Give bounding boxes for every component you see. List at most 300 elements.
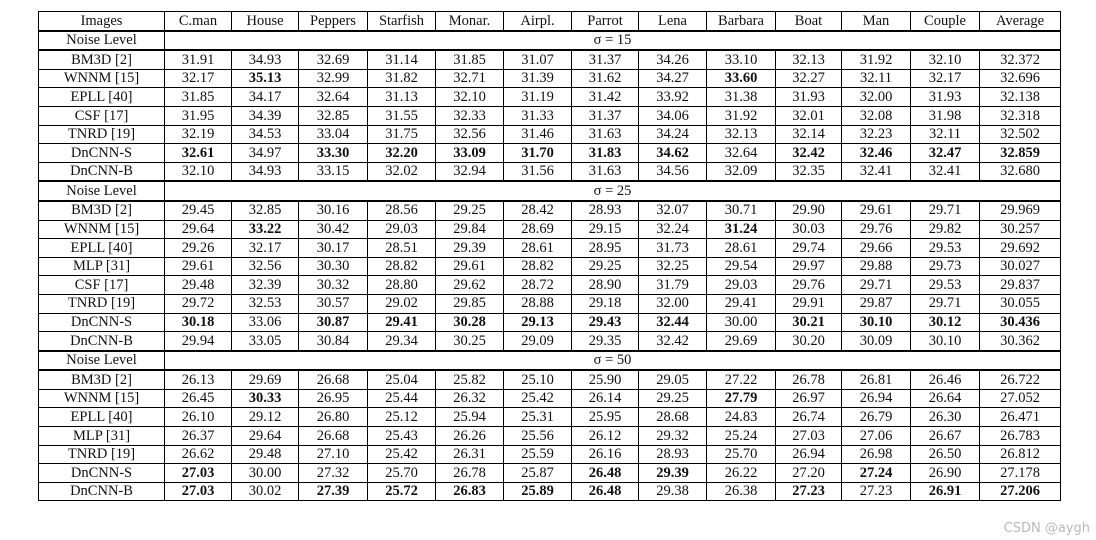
psnr-cell: 29.97 — [776, 257, 842, 276]
psnr-cell: 32.99 — [299, 69, 368, 88]
psnr-cell: 31.70 — [504, 144, 572, 163]
psnr-cell: 30.00 — [707, 313, 776, 332]
header-starfish: Starfish — [368, 12, 436, 31]
psnr-cell: 29.05 — [639, 370, 707, 389]
method-name: EPLL [40] — [39, 408, 165, 427]
psnr-cell: 25.70 — [707, 445, 776, 464]
psnr-cell: 26.48 — [572, 482, 639, 501]
psnr-cell: 31.13 — [368, 88, 436, 107]
psnr-cell: 26.812 — [980, 445, 1061, 464]
psnr-cell: 28.80 — [368, 276, 436, 295]
noise-level-row — [39, 351, 1061, 371]
psnr-cell: 30.57 — [299, 294, 368, 313]
psnr-cell: 30.10 — [842, 313, 911, 332]
psnr-cell: 29.48 — [232, 445, 299, 464]
psnr-cell: 31.37 — [572, 50, 639, 69]
psnr-cell: 29.84 — [436, 220, 504, 239]
psnr-cell: 29.25 — [436, 201, 504, 220]
psnr-cell: 29.39 — [436, 239, 504, 258]
psnr-cell: 29.837 — [980, 276, 1061, 295]
method-name: DnCNN-S — [39, 144, 165, 163]
psnr-cell: 30.055 — [980, 294, 1061, 313]
psnr-cell: 29.15 — [572, 220, 639, 239]
psnr-cell: 32.23 — [842, 125, 911, 144]
psnr-cell: 29.32 — [639, 427, 707, 446]
psnr-cell: 29.02 — [368, 294, 436, 313]
psnr-cell: 34.93 — [232, 162, 299, 181]
psnr-cell: 32.11 — [842, 69, 911, 88]
psnr-cell: 29.91 — [776, 294, 842, 313]
psnr-cell: 29.82 — [911, 220, 980, 239]
psnr-cell: 30.87 — [299, 313, 368, 332]
psnr-cell: 32.08 — [842, 106, 911, 125]
psnr-cell: 32.13 — [707, 125, 776, 144]
psnr-cell: 34.93 — [232, 50, 299, 69]
psnr-cell: 33.05 — [232, 332, 299, 351]
psnr-cell: 29.39 — [639, 464, 707, 483]
method-name: BM3D [2] — [39, 50, 165, 69]
noise-level-label: Noise Level — [39, 181, 165, 201]
psnr-cell: 32.64 — [299, 88, 368, 107]
psnr-cell: 27.39 — [299, 482, 368, 501]
psnr-cell: 26.13 — [165, 370, 232, 389]
psnr-cell: 26.83 — [436, 482, 504, 501]
psnr-cell: 30.42 — [299, 220, 368, 239]
psnr-cell: 33.60 — [707, 69, 776, 88]
psnr-cell: 31.91 — [165, 50, 232, 69]
psnr-cell: 29.48 — [165, 276, 232, 295]
psnr-cell: 32.56 — [436, 125, 504, 144]
psnr-cell: 24.83 — [707, 408, 776, 427]
psnr-cell: 32.44 — [639, 313, 707, 332]
psnr-cell: 31.46 — [504, 125, 572, 144]
psnr-cell: 29.12 — [232, 408, 299, 427]
table-body — [39, 31, 1061, 501]
psnr-cell: 32.69 — [299, 50, 368, 69]
psnr-cell: 27.32 — [299, 464, 368, 483]
psnr-cell: 30.25 — [436, 332, 504, 351]
psnr-cell: 32.53 — [232, 294, 299, 313]
psnr-cell: 27.24 — [842, 464, 911, 483]
psnr-cell: 29.61 — [842, 201, 911, 220]
psnr-cell: 31.24 — [707, 220, 776, 239]
psnr-cell: 34.53 — [232, 125, 299, 144]
psnr-cell: 32.11 — [911, 125, 980, 144]
psnr-cell: 32.17 — [165, 69, 232, 88]
psnr-cell: 29.71 — [842, 276, 911, 295]
psnr-cell: 32.56 — [232, 257, 299, 276]
psnr-cell: 29.73 — [911, 257, 980, 276]
psnr-cell: 30.28 — [436, 313, 504, 332]
psnr-cell: 26.22 — [707, 464, 776, 483]
method-name: MLP [31] — [39, 257, 165, 276]
method-name: WNNM [15] — [39, 220, 165, 239]
table-row — [39, 389, 1061, 408]
psnr-cell: 29.41 — [368, 313, 436, 332]
psnr-cell: 31.73 — [639, 239, 707, 258]
psnr-cell: 32.19 — [165, 125, 232, 144]
header-lena: Lena — [639, 12, 707, 31]
psnr-cell: 35.13 — [232, 69, 299, 88]
psnr-cell: 25.56 — [504, 427, 572, 446]
psnr-cell: 28.90 — [572, 276, 639, 295]
psnr-cell: 25.94 — [436, 408, 504, 427]
psnr-cell: 33.22 — [232, 220, 299, 239]
psnr-cell: 32.61 — [165, 144, 232, 163]
psnr-cell: 28.68 — [639, 408, 707, 427]
psnr-cell: 29.64 — [165, 220, 232, 239]
method-name: TNRD [19] — [39, 294, 165, 313]
method-name: DnCNN-B — [39, 162, 165, 181]
psnr-cell: 32.09 — [707, 162, 776, 181]
psnr-cell: 29.13 — [504, 313, 572, 332]
psnr-cell: 29.43 — [572, 313, 639, 332]
header-row — [39, 12, 1061, 31]
psnr-cell: 26.94 — [776, 445, 842, 464]
psnr-cell: 34.39 — [232, 106, 299, 125]
psnr-cell: 31.92 — [707, 106, 776, 125]
psnr-cell: 32.39 — [232, 276, 299, 295]
psnr-cell: 30.257 — [980, 220, 1061, 239]
psnr-cell: 26.91 — [911, 482, 980, 501]
header-boat: Boat — [776, 12, 842, 31]
psnr-cell: 33.10 — [707, 50, 776, 69]
psnr-cell: 26.31 — [436, 445, 504, 464]
psnr-cell: 34.62 — [639, 144, 707, 163]
psnr-cell: 29.87 — [842, 294, 911, 313]
psnr-cell: 31.63 — [572, 125, 639, 144]
psnr-cell: 26.38 — [707, 482, 776, 501]
method-name: TNRD [19] — [39, 445, 165, 464]
psnr-cell: 29.09 — [504, 332, 572, 351]
psnr-cell: 27.03 — [165, 464, 232, 483]
method-name: EPLL [40] — [39, 88, 165, 107]
psnr-cell: 29.61 — [436, 257, 504, 276]
psnr-cell: 33.92 — [639, 88, 707, 107]
psnr-cell: 32.138 — [980, 88, 1061, 107]
psnr-cell: 32.00 — [639, 294, 707, 313]
psnr-cell: 30.03 — [776, 220, 842, 239]
table-row — [39, 464, 1061, 483]
psnr-cell: 33.06 — [232, 313, 299, 332]
psnr-cell: 29.85 — [436, 294, 504, 313]
method-name: BM3D [2] — [39, 370, 165, 389]
psnr-cell: 31.07 — [504, 50, 572, 69]
psnr-cell: 29.62 — [436, 276, 504, 295]
psnr-cell: 28.61 — [504, 239, 572, 258]
method-name: EPLL [40] — [39, 239, 165, 258]
psnr-cell: 29.53 — [911, 239, 980, 258]
psnr-cell: 29.69 — [232, 370, 299, 389]
psnr-cell: 29.64 — [232, 427, 299, 446]
psnr-cell: 28.82 — [504, 257, 572, 276]
method-name: DnCNN-S — [39, 464, 165, 483]
psnr-cell: 32.01 — [776, 106, 842, 125]
psnr-cell: 26.26 — [436, 427, 504, 446]
psnr-cell: 30.12 — [911, 313, 980, 332]
psnr-cell: 31.14 — [368, 50, 436, 69]
noise-level-label: Noise Level — [39, 31, 165, 51]
method-name: DnCNN-B — [39, 482, 165, 501]
psnr-cell: 32.14 — [776, 125, 842, 144]
psnr-cell: 32.94 — [436, 162, 504, 181]
method-name: BM3D [2] — [39, 201, 165, 220]
table-row — [39, 257, 1061, 276]
table-row — [39, 313, 1061, 332]
psnr-cell: 26.97 — [776, 389, 842, 408]
psnr-cell: 32.10 — [165, 162, 232, 181]
psnr-cell: 28.51 — [368, 239, 436, 258]
psnr-cell: 32.502 — [980, 125, 1061, 144]
psnr-cell: 26.16 — [572, 445, 639, 464]
table-row — [39, 445, 1061, 464]
psnr-cell: 30.17 — [299, 239, 368, 258]
watermark-text: CSDN @aygh — [1003, 521, 1090, 536]
psnr-cell: 26.12 — [572, 427, 639, 446]
psnr-cell: 32.10 — [911, 50, 980, 69]
psnr-cell: 34.97 — [232, 144, 299, 163]
psnr-cell: 29.76 — [842, 220, 911, 239]
psnr-cell: 25.90 — [572, 370, 639, 389]
psnr-cell: 34.26 — [639, 50, 707, 69]
psnr-cell: 31.93 — [776, 88, 842, 107]
psnr-cell: 31.39 — [504, 69, 572, 88]
psnr-cell: 26.81 — [842, 370, 911, 389]
psnr-results-table — [38, 11, 1061, 501]
psnr-cell: 26.10 — [165, 408, 232, 427]
psnr-cell: 26.14 — [572, 389, 639, 408]
table-row — [39, 427, 1061, 446]
psnr-cell: 31.55 — [368, 106, 436, 125]
header-barbara: Barbara — [707, 12, 776, 31]
psnr-cell: 30.33 — [232, 389, 299, 408]
psnr-cell: 32.13 — [776, 50, 842, 69]
psnr-cell: 29.71 — [911, 294, 980, 313]
psnr-cell: 29.692 — [980, 239, 1061, 258]
psnr-cell: 29.66 — [842, 239, 911, 258]
psnr-cell: 33.04 — [299, 125, 368, 144]
psnr-cell: 31.42 — [572, 88, 639, 107]
table-row — [39, 201, 1061, 220]
psnr-cell: 25.12 — [368, 408, 436, 427]
psnr-cell: 25.72 — [368, 482, 436, 501]
psnr-cell: 26.90 — [911, 464, 980, 483]
psnr-cell: 29.94 — [165, 332, 232, 351]
psnr-cell: 25.44 — [368, 389, 436, 408]
psnr-cell: 31.33 — [504, 106, 572, 125]
psnr-cell: 26.45 — [165, 389, 232, 408]
noise-level-row — [39, 181, 1061, 201]
psnr-cell: 26.50 — [911, 445, 980, 464]
psnr-cell: 30.21 — [776, 313, 842, 332]
psnr-cell: 32.02 — [368, 162, 436, 181]
psnr-cell: 30.18 — [165, 313, 232, 332]
psnr-cell: 25.95 — [572, 408, 639, 427]
psnr-cell: 33.30 — [299, 144, 368, 163]
psnr-cell: 32.10 — [436, 88, 504, 107]
psnr-cell: 28.42 — [504, 201, 572, 220]
psnr-cell: 26.98 — [842, 445, 911, 464]
psnr-cell: 32.33 — [436, 106, 504, 125]
psnr-cell: 26.37 — [165, 427, 232, 446]
psnr-cell: 32.24 — [639, 220, 707, 239]
psnr-cell: 28.72 — [504, 276, 572, 295]
psnr-cell: 30.362 — [980, 332, 1061, 351]
psnr-cell: 26.783 — [980, 427, 1061, 446]
psnr-cell: 29.61 — [165, 257, 232, 276]
psnr-cell: 26.722 — [980, 370, 1061, 389]
psnr-cell: 26.79 — [842, 408, 911, 427]
psnr-cell: 32.47 — [911, 144, 980, 163]
table-row — [39, 370, 1061, 389]
psnr-cell: 31.19 — [504, 88, 572, 107]
sigma-label: σ = 50 — [165, 351, 1061, 371]
psnr-cell: 34.24 — [639, 125, 707, 144]
psnr-cell: 31.85 — [165, 88, 232, 107]
table-row — [39, 408, 1061, 427]
psnr-cell: 28.95 — [572, 239, 639, 258]
psnr-cell: 29.03 — [368, 220, 436, 239]
psnr-cell: 30.32 — [299, 276, 368, 295]
psnr-cell: 31.82 — [368, 69, 436, 88]
psnr-cell: 32.318 — [980, 106, 1061, 125]
psnr-cell: 30.84 — [299, 332, 368, 351]
psnr-cell: 28.61 — [707, 239, 776, 258]
psnr-cell: 29.25 — [572, 257, 639, 276]
psnr-cell: 32.20 — [368, 144, 436, 163]
method-name: DnCNN-S — [39, 313, 165, 332]
table-row — [39, 106, 1061, 125]
table-row — [39, 162, 1061, 181]
psnr-cell: 32.46 — [842, 144, 911, 163]
psnr-cell: 26.46 — [911, 370, 980, 389]
noise-level-row — [39, 31, 1061, 51]
table-row — [39, 50, 1061, 69]
psnr-cell: 32.71 — [436, 69, 504, 88]
psnr-cell: 27.20 — [776, 464, 842, 483]
psnr-cell: 27.22 — [707, 370, 776, 389]
psnr-cell: 32.42 — [639, 332, 707, 351]
psnr-cell: 31.93 — [911, 88, 980, 107]
psnr-cell: 32.41 — [911, 162, 980, 181]
psnr-cell: 27.03 — [165, 482, 232, 501]
psnr-cell: 26.32 — [436, 389, 504, 408]
psnr-cell: 29.90 — [776, 201, 842, 220]
psnr-cell: 29.26 — [165, 239, 232, 258]
sigma-label: σ = 15 — [165, 31, 1061, 51]
psnr-cell: 29.53 — [911, 276, 980, 295]
psnr-cell: 31.85 — [436, 50, 504, 69]
table-row — [39, 239, 1061, 258]
psnr-cell: 30.027 — [980, 257, 1061, 276]
psnr-cell: 32.25 — [639, 257, 707, 276]
psnr-cell: 29.72 — [165, 294, 232, 313]
psnr-cell: 32.85 — [232, 201, 299, 220]
psnr-cell: 31.62 — [572, 69, 639, 88]
psnr-cell: 32.64 — [707, 144, 776, 163]
psnr-cell: 29.45 — [165, 201, 232, 220]
psnr-cell: 32.17 — [232, 239, 299, 258]
psnr-cell: 30.436 — [980, 313, 1061, 332]
psnr-cell: 30.00 — [232, 464, 299, 483]
psnr-cell: 25.59 — [504, 445, 572, 464]
psnr-cell: 27.206 — [980, 482, 1061, 501]
method-name: DnCNN-B — [39, 332, 165, 351]
psnr-cell: 27.052 — [980, 389, 1061, 408]
psnr-cell: 32.85 — [299, 106, 368, 125]
psnr-cell: 31.38 — [707, 88, 776, 107]
psnr-cell: 26.62 — [165, 445, 232, 464]
psnr-cell: 26.471 — [980, 408, 1061, 427]
psnr-cell: 25.42 — [504, 389, 572, 408]
psnr-cell: 31.79 — [639, 276, 707, 295]
table-row — [39, 276, 1061, 295]
psnr-cell: 25.31 — [504, 408, 572, 427]
psnr-cell: 28.69 — [504, 220, 572, 239]
psnr-cell: 30.71 — [707, 201, 776, 220]
psnr-cell: 27.178 — [980, 464, 1061, 483]
psnr-cell: 29.88 — [842, 257, 911, 276]
psnr-cell: 25.89 — [504, 482, 572, 501]
psnr-cell: 31.37 — [572, 106, 639, 125]
psnr-cell: 32.859 — [980, 144, 1061, 163]
psnr-cell: 32.17 — [911, 69, 980, 88]
psnr-cell: 25.43 — [368, 427, 436, 446]
psnr-cell: 32.41 — [842, 162, 911, 181]
table-row — [39, 332, 1061, 351]
psnr-cell: 27.03 — [776, 427, 842, 446]
psnr-cell: 26.95 — [299, 389, 368, 408]
psnr-cell: 25.04 — [368, 370, 436, 389]
table-row — [39, 220, 1061, 239]
method-name: CSF [17] — [39, 276, 165, 295]
psnr-cell: 31.63 — [572, 162, 639, 181]
psnr-cell: 32.696 — [980, 69, 1061, 88]
noise-level-label: Noise Level — [39, 351, 165, 371]
psnr-cell: 29.41 — [707, 294, 776, 313]
psnr-cell: 30.02 — [232, 482, 299, 501]
psnr-cell: 25.42 — [368, 445, 436, 464]
psnr-cell: 30.30 — [299, 257, 368, 276]
header-cman: C.man — [165, 12, 232, 31]
psnr-cell: 29.34 — [368, 332, 436, 351]
psnr-cell: 28.93 — [572, 201, 639, 220]
psnr-cell: 30.10 — [911, 332, 980, 351]
psnr-cell: 26.48 — [572, 464, 639, 483]
psnr-cell: 28.93 — [639, 445, 707, 464]
psnr-cell: 25.87 — [504, 464, 572, 483]
header-man: Man — [842, 12, 911, 31]
psnr-cell: 26.67 — [911, 427, 980, 446]
psnr-cell: 29.25 — [639, 389, 707, 408]
psnr-cell: 25.70 — [368, 464, 436, 483]
header-couple: Couple — [911, 12, 980, 31]
method-name: MLP [31] — [39, 427, 165, 446]
psnr-cell: 29.74 — [776, 239, 842, 258]
psnr-cell: 27.23 — [776, 482, 842, 501]
header-parrot: Parrot — [572, 12, 639, 31]
method-name: WNNM [15] — [39, 69, 165, 88]
header-peppers: Peppers — [299, 12, 368, 31]
psnr-cell: 26.78 — [436, 464, 504, 483]
psnr-cell: 28.82 — [368, 257, 436, 276]
method-name: CSF [17] — [39, 106, 165, 125]
psnr-cell: 29.969 — [980, 201, 1061, 220]
psnr-cell: 29.38 — [639, 482, 707, 501]
psnr-cell: 32.27 — [776, 69, 842, 88]
psnr-cell: 29.71 — [911, 201, 980, 220]
psnr-cell: 31.95 — [165, 106, 232, 125]
